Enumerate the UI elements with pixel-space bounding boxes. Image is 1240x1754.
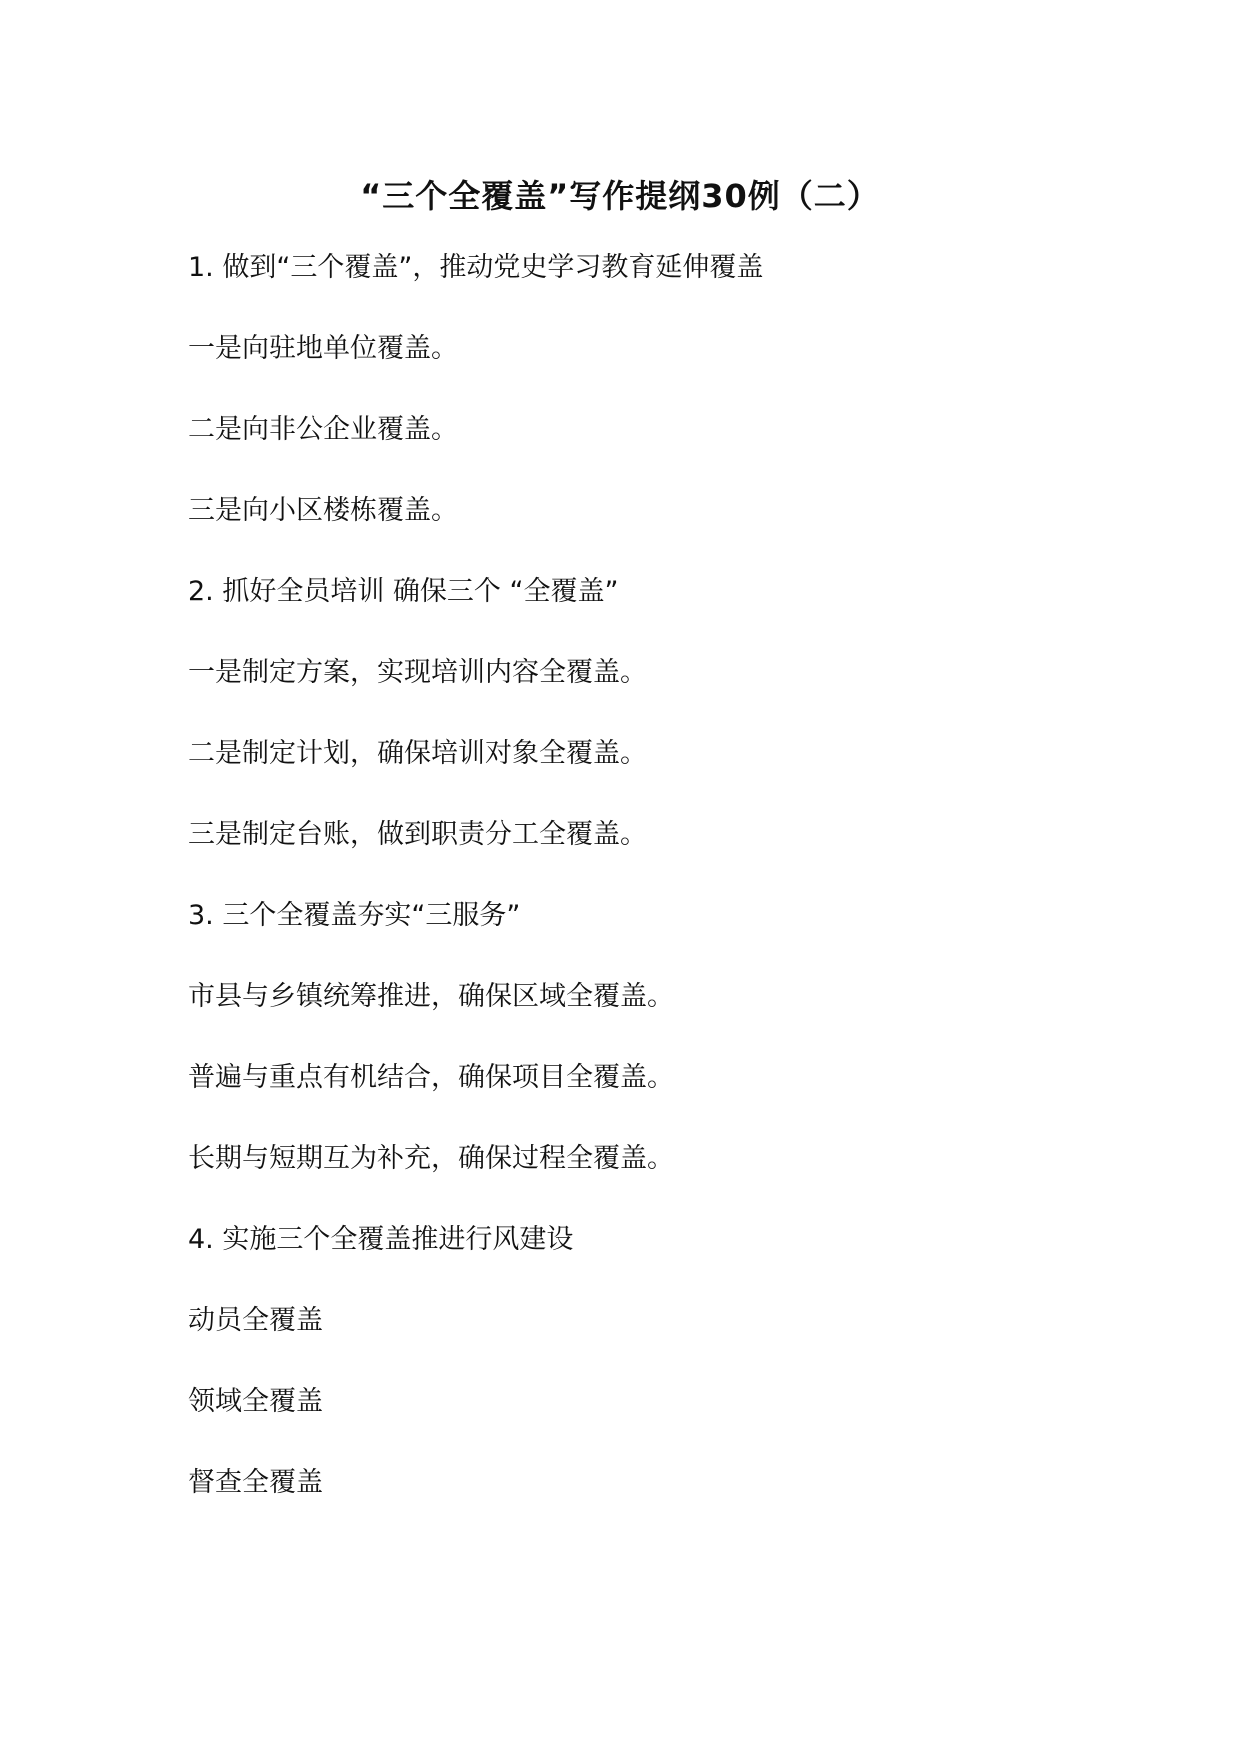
section-heading-1: 1. 做到“三个覆盖”，推动党史学习教育延伸覆盖 (188, 252, 764, 283)
paragraph-line: 一是制定方案，实现培训内容全覆盖。 (188, 657, 647, 688)
section-heading-2: 2. 抓好全员培训 确保三个 “全覆盖” (188, 576, 619, 607)
paragraph-line: 一是向驻地单位覆盖。 (188, 333, 458, 364)
paragraph-line: 普遍与重点有机结合，确保项目全覆盖。 (188, 1062, 674, 1093)
paragraph-line: 二是制定计划，确保培训对象全覆盖。 (188, 738, 647, 769)
section-heading-4: 4. 实施三个全覆盖推进行风建设 (188, 1224, 574, 1255)
document-body (188, 248, 1148, 1544)
paragraph-line: 动员全覆盖 (188, 1305, 323, 1336)
paragraph-line: 长期与短期互为补充，确保过程全覆盖。 (188, 1143, 674, 1174)
document-title: “三个全覆盖”写作提纲30例（二） (360, 177, 880, 215)
section-heading-3: 3. 三个全覆盖夯实“三服务” (188, 900, 521, 931)
paragraph-line: 市县与乡镇统筹推进，确保区域全覆盖。 (188, 981, 674, 1012)
paragraph-line: 领域全覆盖 (188, 1386, 323, 1417)
paragraph-line: 三是制定台账，做到职责分工全覆盖。 (188, 819, 647, 850)
paragraph-line: 督查全覆盖 (188, 1467, 323, 1498)
paragraph-line: 二是向非公企业覆盖。 (188, 414, 458, 445)
paragraph-line: 三是向小区楼栋覆盖。 (188, 495, 458, 526)
